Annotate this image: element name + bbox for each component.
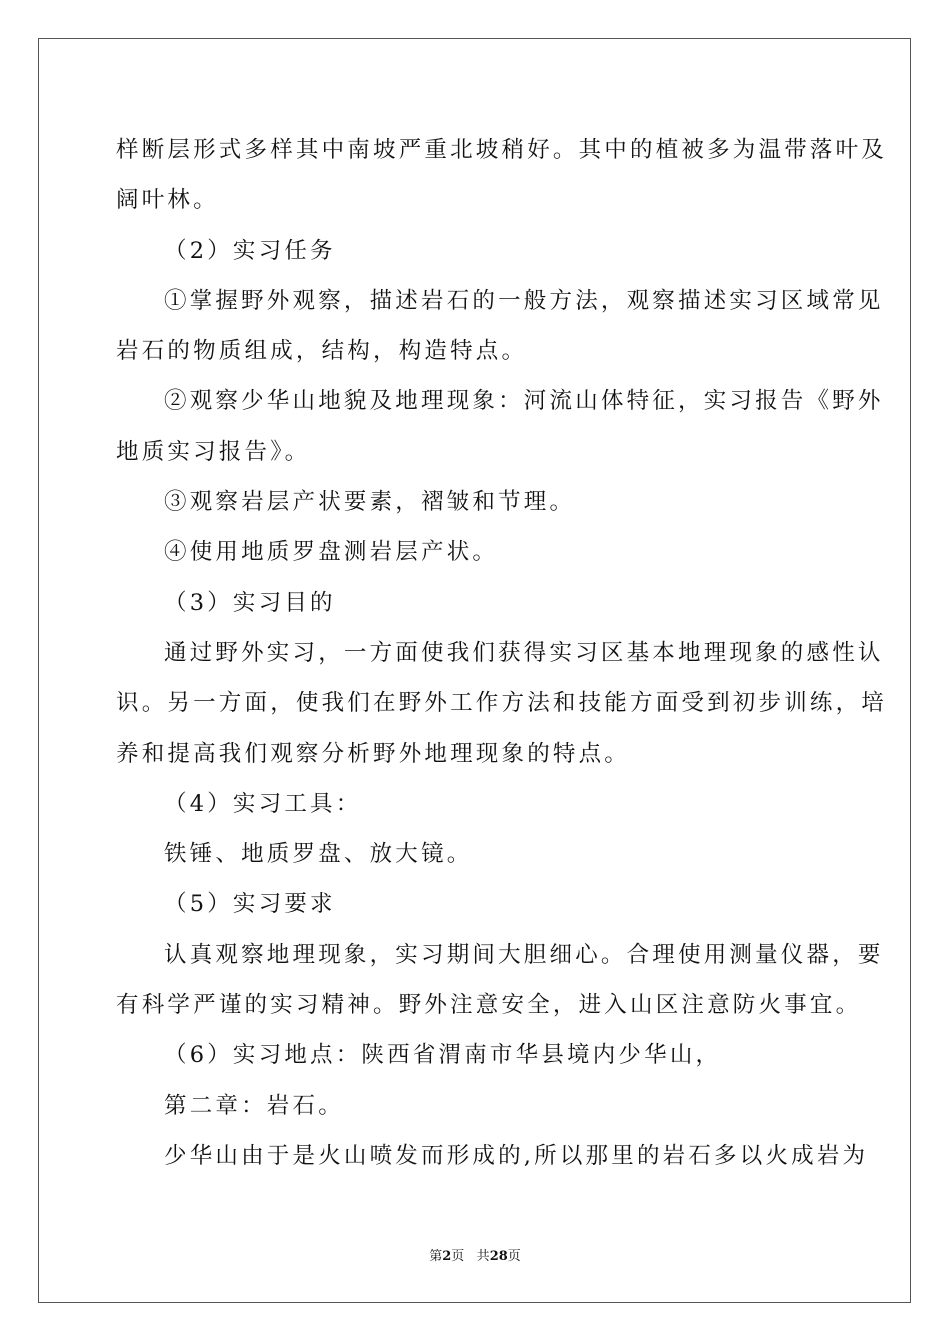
text-line: 铁锤、地质罗盘、放大镜。 (164, 841, 473, 868)
footer-total-suffix: 页 (507, 1249, 521, 1264)
footer-total-prefix: 共 (476, 1249, 490, 1264)
text-line: 样断层形式多样其中南坡严重北坡稍好。其中的植被多为温带落叶及 (116, 137, 888, 163)
text-line: ③观察岩层产状要素，褶皱和节理。 (164, 489, 576, 516)
footer-total-pages: 28 (489, 1249, 508, 1264)
text-line: 通过野外实习，一方面使我们获得实习区基本地理现象的感性认 (164, 639, 884, 666)
text-line: 少华山由于是火山喷发而形成的,所以那里的岩石多以火成岩为 (164, 1142, 869, 1169)
footer-page-prefix: 第 (429, 1249, 443, 1264)
text-line: 岩石的物质组成，结构，构造特点。 (116, 338, 528, 365)
text-line: （4）实习工具： (164, 790, 362, 817)
text-line: 有科学严谨的实习精神。野外注意安全，进入山区注意防火事宜。 (116, 992, 862, 1019)
text-line: （5）实习要求 (164, 891, 336, 918)
footer-page-suffix: 页 (451, 1249, 465, 1264)
text-line: ②观察少华山地貌及地理现象：河流山体特征，实习报告《野外 (164, 388, 884, 415)
text-line: （3）实习目的 (164, 589, 336, 616)
text-line: （2）实习任务 (164, 237, 336, 264)
text-line: 认真观察地理现象，实习期间大胆细心。合理使用测量仪器，要 (164, 941, 884, 968)
text-line: 养和提高我们观察分析野外地理现象的特点。 (116, 740, 631, 767)
document-body (116, 125, 888, 1181)
text-line: ①掌握野外观察，描述岩石的一般方法，观察描述实习区域常见 (164, 287, 884, 314)
footer-page-number: 2 (442, 1249, 452, 1264)
text-line: ④使用地质罗盘测岩层产状。 (164, 539, 499, 566)
text-line: 阔叶林。 (116, 187, 219, 214)
text-line: 识。另一方面，使我们在野外工作方法和技能方面受到初步训练，培 (116, 690, 888, 717)
page-footer (0, 1249, 950, 1265)
text-line: 第二章：岩石。 (164, 1092, 344, 1119)
text-line: 地质实习报告》。 (116, 438, 311, 465)
text-line: （6）实习地点：陕西省渭南市华县境内少华山， (164, 1042, 722, 1069)
